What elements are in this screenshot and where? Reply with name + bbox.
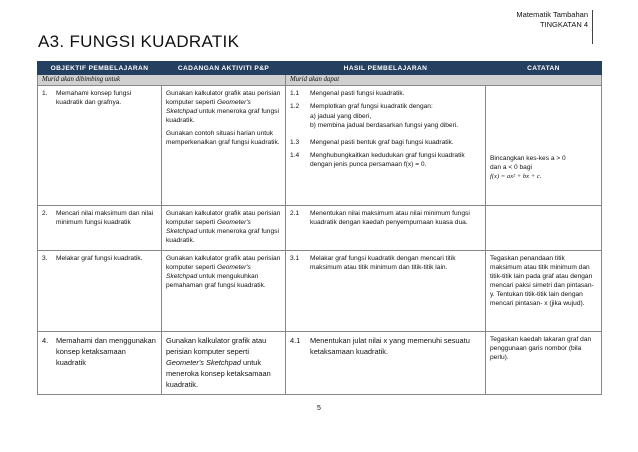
activity-cell	[162, 251, 286, 332]
objective-text: Melakar graf fungsi kuadratik.	[56, 255, 143, 262]
notes-formula: f(x) = ax² + bx + c.	[490, 173, 542, 180]
row-number: 2.	[42, 210, 48, 217]
table-header-row	[38, 62, 602, 75]
software-name: Geometer's Sketchpad	[166, 99, 251, 115]
outcome-number: 2.1	[290, 210, 300, 217]
subheader-left: Murid akan dibimbing untuk	[38, 75, 286, 86]
header-divider	[592, 10, 593, 44]
row-number: 3.	[42, 255, 48, 262]
outcome-cell	[286, 206, 486, 251]
activity-text-end: untuk meneroka konsep ketaksamaan kuadratik.	[166, 358, 271, 389]
subheader-right: Murid akan dapat	[286, 75, 602, 86]
activity-text: Gunakan kalkulator grafik atau perisian komputer seperti	[166, 255, 281, 271]
notes-line-1: Bincangkan kes-kes a > 0	[490, 155, 566, 162]
objective-text: Mencari nilai maksimum dan nilai minimum fungsi kuadratik	[56, 210, 154, 226]
outcome-cell	[286, 332, 486, 395]
objective-cell	[38, 251, 162, 332]
notes-cell	[486, 86, 602, 206]
activity-cell	[162, 332, 286, 395]
objective-cell	[38, 86, 162, 206]
col-header-notes: CATATAN	[486, 62, 602, 75]
col-header-outcome: HASIL PEMBELAJARAN	[286, 62, 486, 75]
outcome-subitem-a: a) jadual yang diberi,	[310, 113, 372, 120]
table-row	[38, 332, 602, 395]
activity-text-end: untuk meneroka graf fungsi kuadratik.	[166, 228, 279, 244]
table-subheader-row	[38, 75, 602, 86]
table-row	[38, 206, 602, 251]
col-header-activity: CADANGAN AKTIVITI P&P	[162, 62, 286, 75]
outcome-number: 1.1	[290, 90, 300, 97]
notes-cell: Tegaskan penandaan titik maksimum atau titik minimum dan titik-titik lain pada graf atau dengan mencari paksi simetri dan pintasan-y. Tentukan titik-titik lain dengan mencari pintasan- x (jika wujud).	[486, 251, 602, 332]
software-name: Geometer's Sketchpad	[166, 358, 241, 367]
activity-text-2: Gunakan contoh situasi harian untuk memperkenalkan graf fungsi kuadratik.	[166, 130, 280, 146]
activity-text: Gunakan kalkulator grafik atau perisian komputer seperti	[166, 210, 281, 226]
outcome-text: Menentukan julat nilai x yang memenuhi sesuatu ketaksamaan kuadratik.	[310, 336, 470, 356]
subject-label: Matematik Tambahan	[516, 10, 588, 19]
notes-cell	[486, 206, 602, 251]
outcome-text: Melakar graf fungsi kuadratik dengan mencari titik maksimum atau titik minimum dan titik-titik lain.	[310, 255, 456, 271]
software-name: Geometer's Sketchpad	[166, 264, 251, 280]
notes-line-2: dan a < 0 bagi	[490, 164, 532, 171]
outcome-text: Mengenal pasti bentuk graf bagi fungsi kuadratik.	[310, 139, 454, 146]
outcome-number: 1.4	[290, 152, 300, 159]
page-title: A3. FUNGSI KUADRATIK	[38, 32, 240, 51]
outcome-cell	[286, 86, 486, 206]
activity-cell	[162, 206, 286, 251]
outcome-number: 1.2	[290, 103, 300, 110]
activity-cell	[162, 86, 286, 206]
activity-text-end: untuk mengukuhkan pemahaman graf fungsi kuadratik.	[166, 273, 266, 289]
table-row	[38, 251, 602, 332]
outcome-number: 1.3	[290, 139, 300, 146]
table-row	[38, 86, 602, 206]
outcome-text: Menghubungkaitkan kedudukan graf fungsi kuadratik dengan jenis punca persamaan f(x) = 0.	[310, 152, 465, 168]
syllabus-table	[37, 61, 602, 395]
objective-cell	[38, 206, 162, 251]
outcome-number: 4.1	[290, 336, 301, 345]
objective-cell	[38, 332, 162, 395]
notes-cell: Tegaskan kaedah lakaran graf dan penggunaan garis nombor (bila perlu).	[486, 332, 602, 395]
outcome-number: 3.1	[290, 255, 300, 262]
header-right	[516, 10, 588, 30]
outcome-text: Mengenal pasti fungsi kuadratik.	[310, 90, 405, 97]
activity-text-end: untuk meneroka graf fungsi kuadratik.	[166, 108, 279, 124]
outcome-cell	[286, 251, 486, 332]
row-number: 4.	[42, 336, 49, 345]
objective-text: Memahami dan menggunakan konsep ketaksamaan kuadratik	[56, 336, 156, 367]
outcome-subitem-b: b) membina jadual berdasarkan fungsi yang diberi.	[310, 122, 459, 129]
outcome-text: Menentukan nilai maksimum atau nilai minimum fungsi kuadratik dengan kaedah penyempurnaan kuasa dua.	[310, 210, 470, 226]
outcome-text: Memplotkan graf fungsi kuadratik dengan:	[310, 103, 433, 110]
level-label: TINGKATAN 4	[539, 20, 588, 29]
col-header-objective: OBJEKTIF PEMBELAJARAN	[38, 62, 162, 75]
row-number: 1.	[42, 90, 48, 97]
activity-text: Gunakan kalkulator grafik atau perisian komputer seperti	[166, 336, 267, 356]
objective-text: Memahami konsep fungsi kuadratik dan grafnya.	[56, 90, 132, 106]
software-name: Geometer's Sketchpad	[166, 219, 251, 235]
page-number: 5	[317, 405, 321, 412]
activity-text: Gunakan kalkulator grafik atau perisian komputer seperti	[166, 90, 281, 106]
